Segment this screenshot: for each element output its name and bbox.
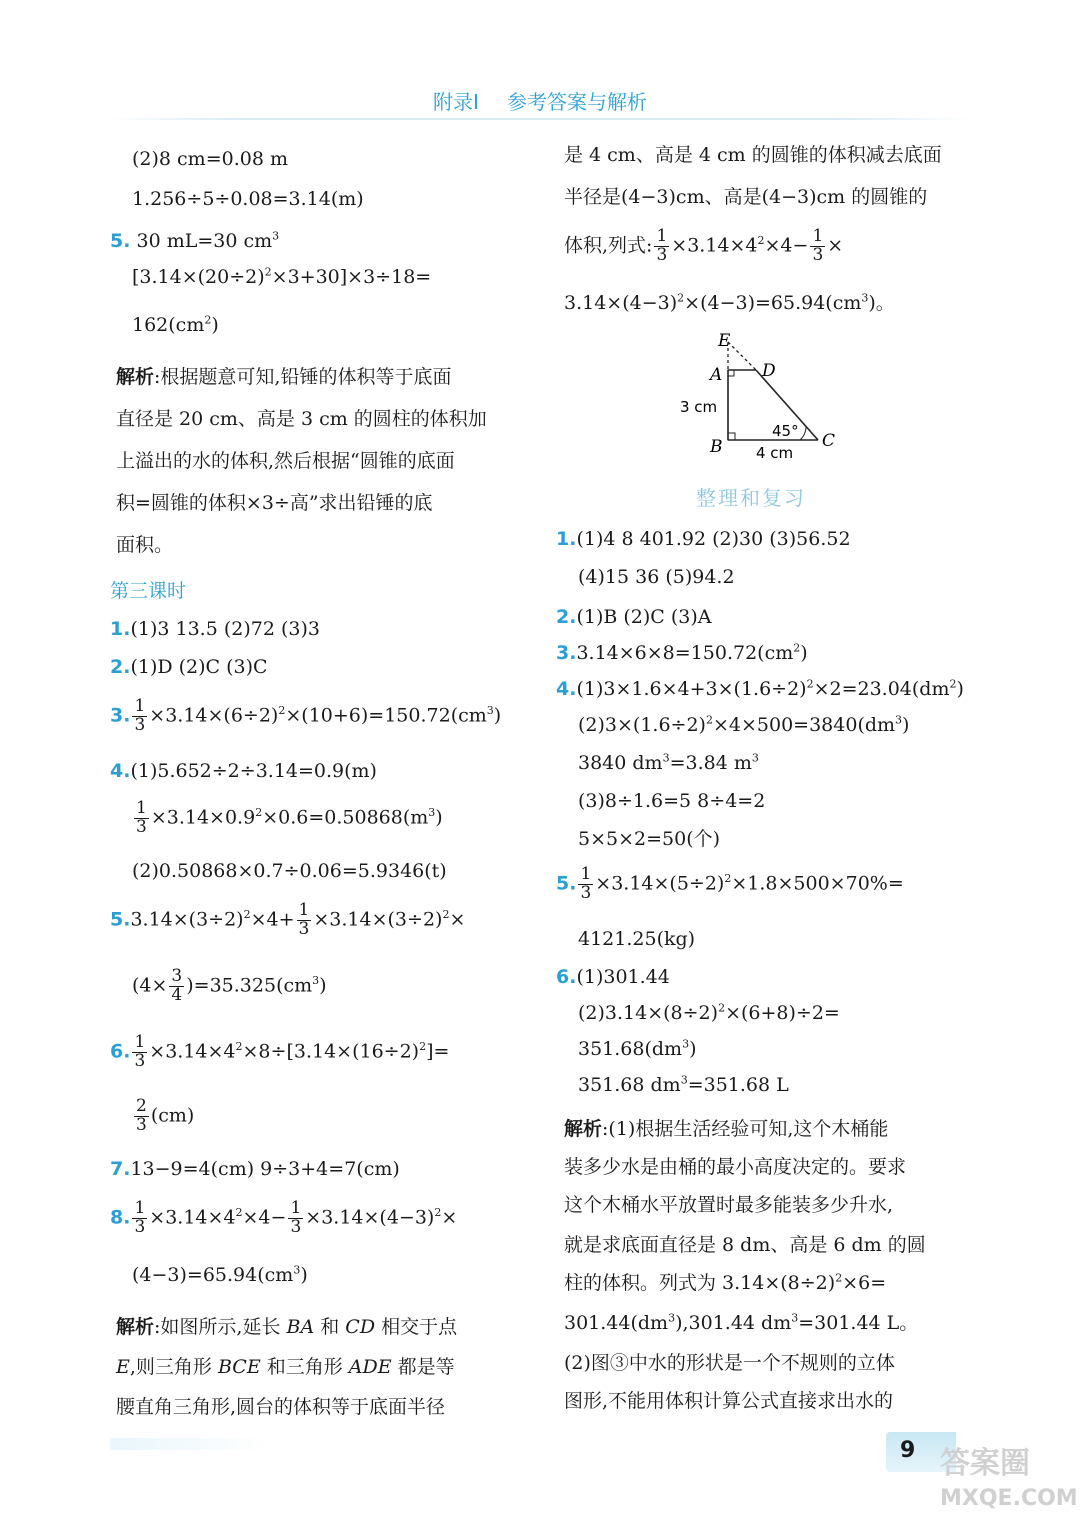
question-6: 6.(1)301.44 xyxy=(556,966,670,988)
page-number: 9 xyxy=(900,1438,916,1463)
answer-line: (2)0.50868×0.7÷0.06=5.9346(t) xyxy=(132,860,447,882)
analysis-line: 是 4 cm、高是 4 cm 的圆锥的体积减去底面 xyxy=(564,144,942,166)
fraction: $\frac{1}{3}$ xyxy=(298,900,310,939)
analysis: 解析:如图所示,延长 BA 和 CD 相交于点 xyxy=(116,1316,458,1338)
label-side: 3 cm xyxy=(680,398,718,416)
analysis-line: 就是求底面直径是 8 dm、高是 6 dm 的圆 xyxy=(564,1234,926,1256)
fraction: $\frac{1}{3}$ xyxy=(134,696,146,735)
analysis-line: (2)图③中水的形状是一个不规则的立体 xyxy=(564,1352,895,1374)
fraction: $\frac{1}{3}$ xyxy=(136,798,147,837)
fraction: $\frac{1}{3}$ xyxy=(134,1032,146,1071)
analysis-line: 装多少水是由桶的最小高度决定的。要求 xyxy=(564,1156,907,1178)
label-e: E xyxy=(718,331,731,351)
right-column xyxy=(556,0,976,1420)
answer-line: (3)8÷1.6=5 8÷4=2 xyxy=(578,790,766,812)
fraction: $\frac{1}{3}$ xyxy=(134,1198,146,1237)
label-a: A xyxy=(710,365,723,385)
question-7: 7.13−9=4(cm) 9÷3+4=7(cm) xyxy=(110,1158,400,1180)
answer-line: (4× $\frac{3}{4}$ )$=35.325(cm^3)$ xyxy=(132,966,327,1005)
question-5: 5. $\frac{1}{3}$ $\times 3.14\times(5\div 2)^2\times 1.8\times 500\times 70\%=$ xyxy=(556,864,904,903)
analysis-line: $3.14\times(4-3)^2\times(4-3)=65.94(cm^3)$。 xyxy=(564,291,895,314)
right-angle-b xyxy=(728,433,735,440)
fraction: $\frac{3}{4}$ xyxy=(171,966,183,1005)
left-column xyxy=(110,0,530,1420)
answer-line: $[3.14\times(20\div 2)^2\times 3+30]\times 3\div 18=$ xyxy=(132,265,432,288)
answer-line: 4121.25(kg) xyxy=(578,928,696,950)
footer-bar xyxy=(110,1438,270,1450)
analysis-line: 半径是(4−3)cm、高是(4−3)cm 的圆锥的 xyxy=(564,186,928,208)
section-title: 整理和复习 xyxy=(696,486,806,510)
answer-line: $162(cm^2)$ xyxy=(132,313,219,336)
answer-line: 1.256÷5÷0.08=3.14(m) xyxy=(132,188,364,210)
header-title: 参考答案与解析 xyxy=(506,90,647,114)
answer-line: 351.68 $dm^3=351.68$ L xyxy=(578,1073,789,1096)
question-5: 5. 30 mL=30 $cm^3$ xyxy=(110,229,280,252)
fraction: $\frac{1}{3}$ xyxy=(656,226,668,265)
fraction: $\frac{1}{3}$ xyxy=(290,1198,302,1237)
label-c: C xyxy=(822,431,836,451)
answer-line: $(2)3.14\times(8\div 2)^2\times(6+8)\div 2=$ xyxy=(578,1001,840,1024)
answer-line: $351.68(dm^3)$ xyxy=(578,1037,697,1060)
answer-line: $(2)3\times(1.6\div 2)^2\times 4\times 500=3840(dm^3)$ xyxy=(578,713,910,736)
label-base: 4 cm xyxy=(756,444,794,462)
answer-line: (4)15 36 (5)94.2 xyxy=(578,566,735,588)
analysis-line: 直径是 20 cm、高是 3 cm 的圆柱的体积加 xyxy=(116,408,487,430)
analysis-line: 这个木桶水平放置时最多能装多少升水, xyxy=(564,1194,894,1216)
analysis-line: $301.44(dm^3),301.44$ $dm^3=301.44$ L。 xyxy=(564,1311,919,1334)
analysis-line: 积=圆锥的体积×3÷高”求出铅锤的底 xyxy=(116,492,433,514)
analysis-line: E,则三角形 BCE 和三角形 ADE 都是等 xyxy=(116,1356,455,1378)
question-5b: $5.3.14\times(3\div 2)^2\times 4+$ $\frac{1}{3}$ $\times 3.14\times(3\div 2)^2\times$ xyxy=(110,900,466,939)
analysis: 解析:(1)根据生活经验可知,这个木桶能 xyxy=(564,1118,889,1140)
analysis-line: 腰直角三角形,圆台的体积等于底面半径 xyxy=(116,1396,446,1418)
question-1: 1.(1)4 8 401.92 (2)30 (3)56.52 xyxy=(556,528,851,550)
label-angle: 45° xyxy=(772,422,799,440)
question-4: $4.(1)3\times 1.6\times 4+3\times(1.6\div 2)^2\times 2=23.04(dm^2)$ xyxy=(556,677,964,700)
section-title: 第三课时 xyxy=(110,580,187,602)
fraction: $\frac{1}{3}$ xyxy=(580,864,592,903)
label-b: B xyxy=(710,437,723,457)
answer-line: (2)8 cm=0.08 m xyxy=(132,148,288,170)
fraction: $\frac{2}{3}$ xyxy=(136,1096,147,1135)
question-1: 1.(1)3 13.5 (2)72 (3)3 xyxy=(110,618,320,640)
header-appendix: 附录Ⅰ xyxy=(433,90,479,114)
answer-line: 5×5×2=50(个) xyxy=(578,828,721,850)
answer-line: $\frac{1}{3}$ $\times 3.14\times 0.9^2\times 0.6=0.50868(m^3)$ xyxy=(136,798,443,837)
analysis-line: 柱的体积。列式为 $3.14\times(8\div 2)^2\times 6=$ xyxy=(564,1271,887,1294)
analysis-line: 图形,不能用体积计算公式直接求出水的 xyxy=(564,1390,894,1412)
label-d: D xyxy=(762,361,776,381)
answer-line: $\frac{2}{3}$ (cm) xyxy=(136,1096,195,1135)
analysis-line: 上溢出的水的体积,然后根据“圆锥的底面 xyxy=(116,450,455,472)
question-4: 4.(1)5.652÷2÷3.14=0.9(m) xyxy=(110,760,377,782)
question-6: 6. $\frac{1}{3}$ $\times 3.14\times 4^2\times 8\div[3.14\times(16\div 2)^2]=$ xyxy=(110,1032,450,1071)
analysis-line: 面积。 xyxy=(116,534,174,556)
question-3: $3.3.14\times 6\times 8=150.72(cm^2)$ xyxy=(556,641,808,664)
question-2: 2.(1)D (2)C (3)C xyxy=(110,656,268,678)
watermark-logo: 答案圈 xyxy=(940,1446,1030,1481)
dashed-extension-cd xyxy=(728,342,756,370)
watermark-url: MXQE.COM xyxy=(940,1486,1078,1511)
angle-arc xyxy=(800,427,806,440)
trapezoid-figure xyxy=(676,330,906,470)
question-8: 8. $\frac{1}{3}$ $\times 3.14\times 4^2\times 4-$ $\frac{1}{3}$ $\times 3.14\times(4-3)^2\times$ xyxy=(110,1198,458,1237)
fraction: $\frac{1}{3}$ xyxy=(812,226,824,265)
answer-line: $(4-3)=65.94(cm^3)$ xyxy=(132,1263,308,1286)
analysis: 解析:根据题意可知,铅锤的体积等于底面 xyxy=(116,366,452,388)
question-number: 5. xyxy=(110,230,131,252)
question-3: 3. $\frac{1}{3}$ $\times 3.14\times(6\div 2)^2\times(10+6)=150.72(cm^3)$ xyxy=(110,696,502,735)
right-angle-a xyxy=(728,370,734,376)
analysis-line: 体积,列式: $\frac{1}{3}$ $\times 3.14\times 4^2\times 4-$ $\frac{1}{3}$ × xyxy=(564,226,844,265)
question-2: 2.(1)B (2)C (3)A xyxy=(556,606,712,628)
answer-line: 3840 $dm^3=3.84$ $m^3$ xyxy=(578,751,759,774)
